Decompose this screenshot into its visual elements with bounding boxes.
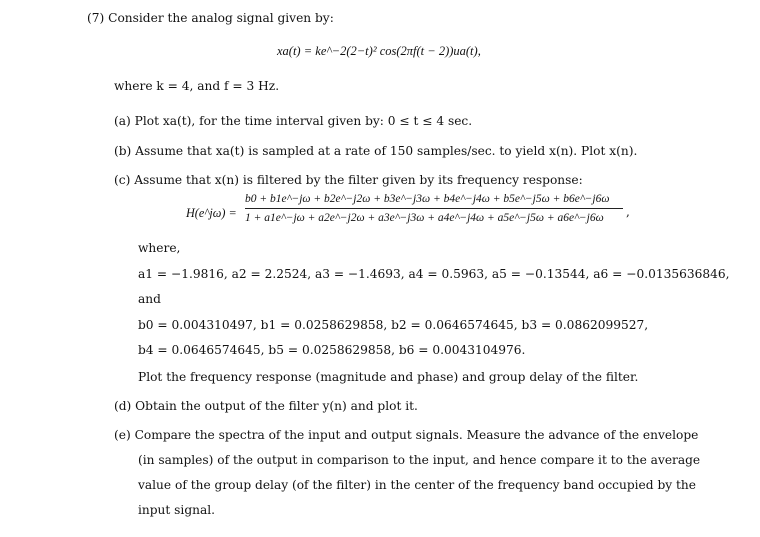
problem-header bbox=[87, 10, 334, 26]
transfer-function-numerator: b0 + b1e^−jω + b2e^−j2ω + b3e^−j3ω + b4e^−j4ω + b5e^−j5ω + b6e^−j6ω bbox=[245, 193, 610, 205]
and-label: and bbox=[138, 292, 161, 306]
problem-number: (7) bbox=[87, 11, 105, 25]
transfer-function-denominator: 1 + a1e^−jω + a2e^−j2ω + a3e^−j3ω + a4e^−j4ω + a5e^−j5ω + a6e^−j6ω bbox=[245, 212, 604, 224]
transfer-function-fraction bbox=[245, 192, 625, 228]
transfer-function-lhs: H(e^jω) = bbox=[186, 206, 237, 220]
transfer-function-comma: , bbox=[626, 205, 630, 219]
b-coefficients-line-1: b0 = 0.004310497, b1 = 0.0258629858, b2 = 0.0646574645, b3 = 0.0862099527, bbox=[138, 318, 649, 332]
b-coefficients-line-2: b4 = 0.0646574645, b5 = 0.0258629858, b6 = 0.0043104976. bbox=[138, 343, 526, 357]
part-e-line-3: value of the group delay (of the filter) in the center of the frequency band occupied by the bbox=[138, 478, 696, 492]
part-e-line-4: input signal. bbox=[138, 503, 216, 517]
where-label: where, bbox=[138, 241, 181, 255]
part-e-line-1: (e) Compare the spectra of the input and output signals. Measure the advance of the envelope bbox=[114, 428, 699, 442]
problem-intro: Consider the analog signal given by: bbox=[108, 11, 334, 25]
fraction-bar bbox=[245, 208, 623, 209]
part-a-text: (a) Plot xa(t), for the time interval given by: 0 ≤ t ≤ 4 sec. bbox=[114, 114, 473, 128]
part-e-line-2: (in samples) of the output in comparison to the input, and hence compare it to the average bbox=[138, 453, 701, 467]
part-b-text: (b) Assume that xa(t) is sampled at a rate of 150 samples/sec. to yield x(n). Plot x(n). bbox=[114, 144, 638, 158]
parameter-definition: where k = 4, and f = 3 Hz. bbox=[114, 79, 280, 93]
signal-equation: xa(t) = ke^−2(2−t)² cos(2πf(t − 2))ua(t), bbox=[277, 44, 481, 58]
part-c-intro: (c) Assume that x(n) is filtered by the filter given by its frequency response: bbox=[114, 173, 583, 187]
a-coefficients: a1 = −1.9816, a2 = 2.2524, a3 = −1.4693, a4 = 0.5963, a5 = −0.13544, a6 = −0.0135636846, bbox=[138, 267, 730, 281]
part-c-plot-instruction: Plot the frequency response (magnitude and phase) and group delay of the filter. bbox=[138, 370, 639, 384]
part-d-text: (d) Obtain the output of the filter y(n) and plot it. bbox=[114, 399, 418, 413]
